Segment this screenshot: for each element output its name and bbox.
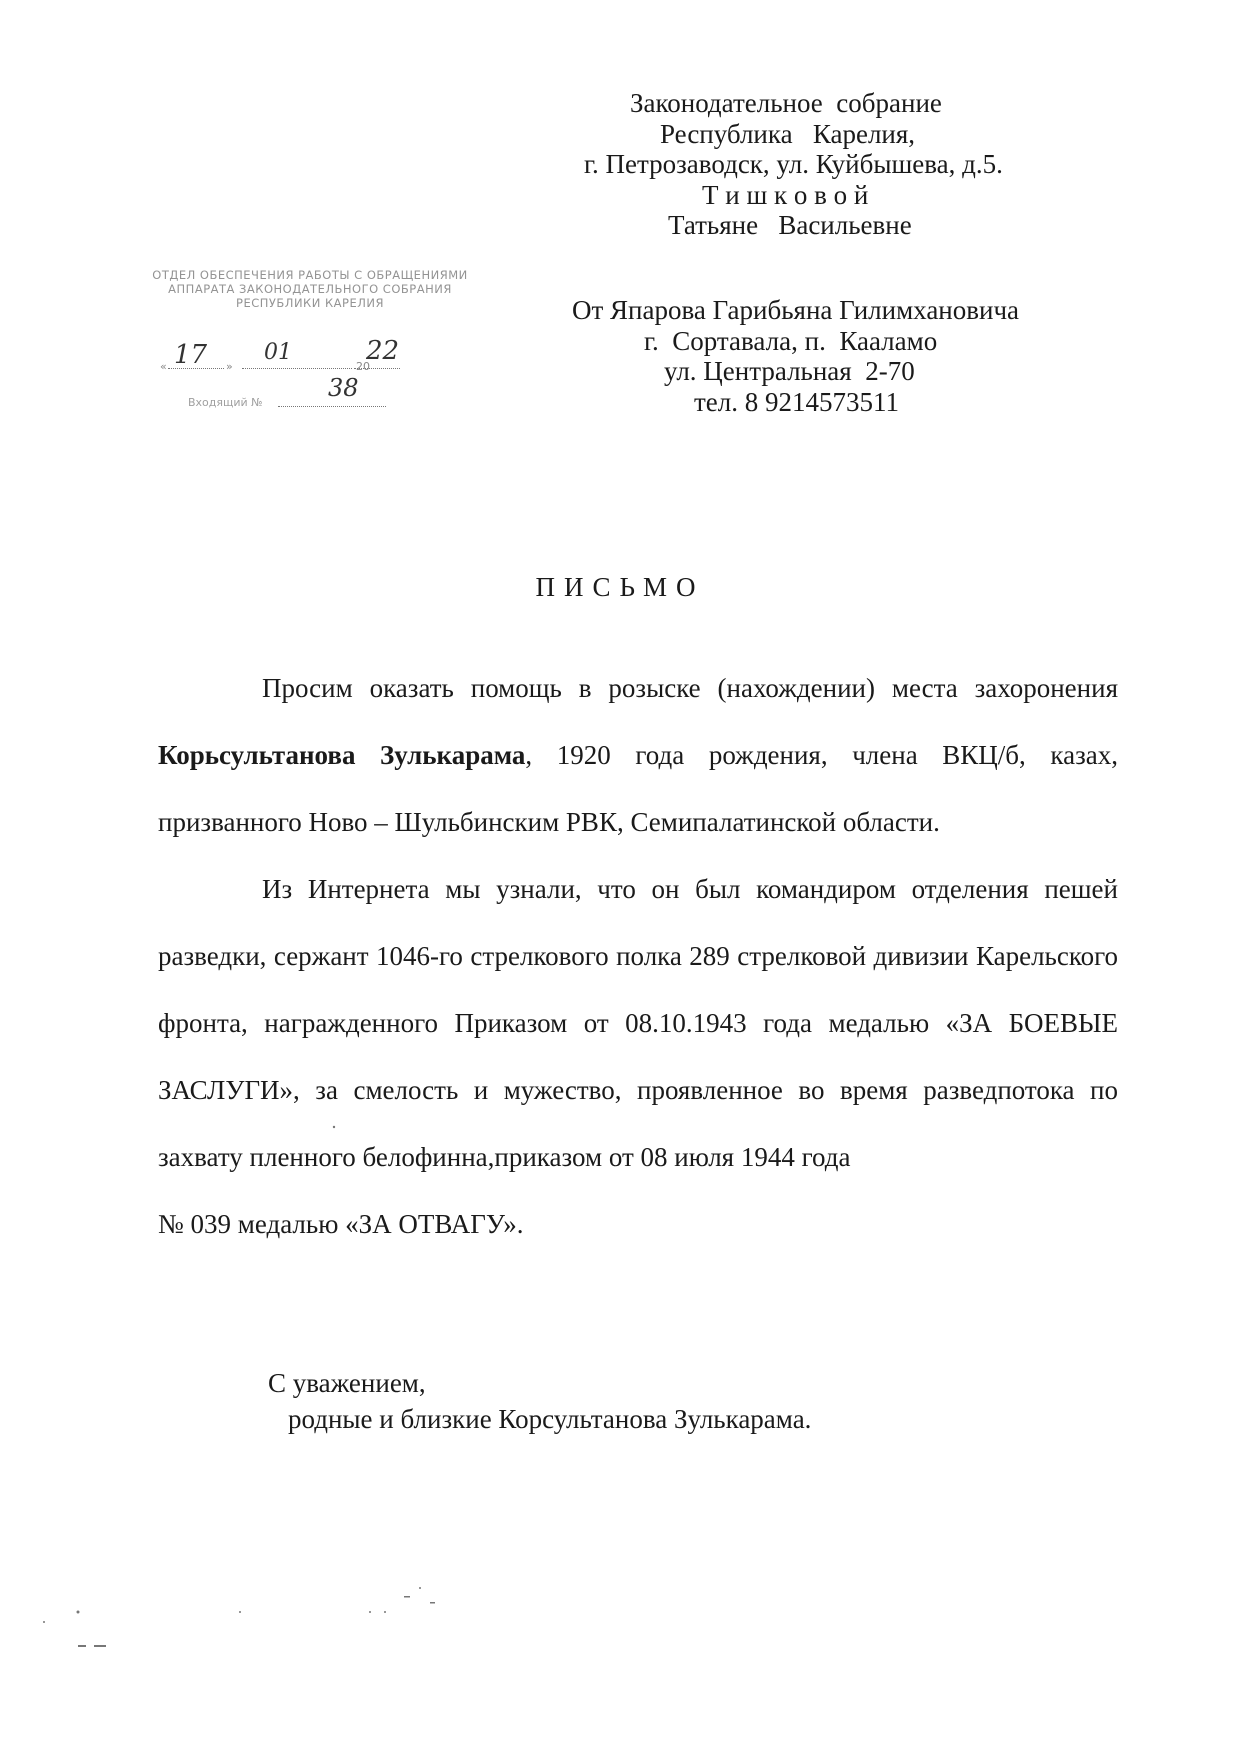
stamp-line-1: ОТДЕЛ ОБЕСПЕЧЕНИЯ РАБОТЫ С ОБРАЩЕНИЯМИ — [152, 268, 468, 282]
addressee-line-2: Республика Карелия, — [660, 118, 916, 149]
addressee-name: Татьяне Васильевне — [668, 210, 912, 240]
stamp-year-suffix: 22 — [366, 336, 400, 366]
sender-line-4: тел. 8 9214573511 — [694, 386, 900, 417]
paragraph-request-start: Просим оказать помощь в розыске (нахождении) места захоронения — [262, 673, 1118, 703]
addressee-line-1: Законодательное собрание — [630, 88, 942, 118]
stamp-line-2: АППАРАТА ЗАКОНОДАТЕЛЬНОГО СОБРАНИЯ — [168, 282, 452, 296]
stamp-date-row: « 17 » 01 20 22 — [160, 336, 400, 373]
sender-line-3: ул. Центральная 2-70 — [664, 356, 915, 386]
stamp-year-prefix: 20 — [356, 360, 370, 373]
sender-line-1: От Япарова Гарибьяна Гилимхановича — [572, 295, 1020, 325]
sender-line-2: г. Сортавала, п. Кааламо — [644, 325, 938, 356]
stamp-month: 01 — [264, 340, 292, 365]
closing-signature: родные и близкие Корсультанова Зулькарама. — [288, 1404, 812, 1434]
stamp-line-3: РЕСПУБЛИКИ КАРЕЛИЯ — [236, 296, 384, 310]
soldier-name: Корьсультанова Зулькарама — [158, 740, 526, 770]
closing-regards: С уважением, — [268, 1368, 426, 1398]
paragraph-request-rest: , 1920 года рождения, члена ВКЦ/б, казах, призванного Ново – Шульбинским РВК, Семипалатинской области. — [158, 740, 1118, 837]
stamp-day: 17 — [174, 340, 208, 370]
paragraph-details-last: № 039 медалью «ЗА ОТВАГУ». — [158, 1209, 524, 1239]
paragraph-details-text: Из Интернета мы узнали, что он был командиром отделения пешей разведки, сержант 1046-го стрелкового полка 289 стрелковой дивизии Карельского фронта, награжденного Приказом от 08.10.1943 года медалью «ЗА БОЕВЫЕ ЗАСЛУГИ», за смелость и мужество, проявленное во время разведпотока по захвату пленного белофинна,приказом от 08 июля 1944 года — [158, 874, 1118, 1172]
document-title: ПИСЬМО — [535, 572, 705, 602]
stamp-incoming-label: Входящий № — [188, 396, 263, 409]
addressee-line-3: г. Петрозаводск, ул. Куйбышева, д.5. — [584, 149, 1003, 179]
addressee-surname: Т и ш к о в о й — [702, 179, 869, 210]
stamp-incoming-number: 38 — [328, 374, 359, 402]
